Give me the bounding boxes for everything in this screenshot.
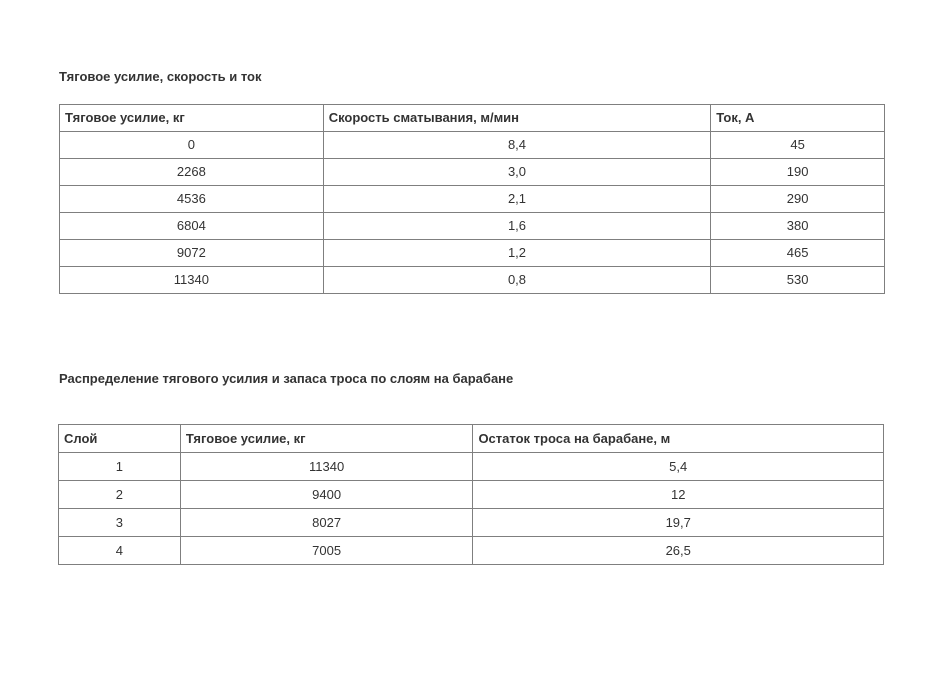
cell-current: 190	[711, 159, 885, 186]
layer-distribution-table	[58, 424, 884, 565]
cell-remaining-cable: 12	[473, 481, 884, 509]
column-header-traction: Тяговое усилие, кг	[60, 105, 324, 132]
cell-speed: 3,0	[323, 159, 711, 186]
cell-layer: 4	[59, 537, 181, 565]
cell-traction: 4536	[60, 186, 324, 213]
table-row	[60, 213, 885, 240]
table-row	[59, 481, 884, 509]
table-header-row	[60, 105, 885, 132]
table-row	[60, 159, 885, 186]
column-header-speed: Скорость сматывания, м/мин	[323, 105, 711, 132]
cell-current: 465	[711, 240, 885, 267]
column-header-traction: Тяговое усилие, кг	[180, 425, 473, 453]
cell-traction: 7005	[180, 537, 473, 565]
cell-current: 45	[711, 132, 885, 159]
cell-speed: 1,6	[323, 213, 711, 240]
cell-current: 290	[711, 186, 885, 213]
cell-remaining-cable: 19,7	[473, 509, 884, 537]
cell-speed: 2,1	[323, 186, 711, 213]
cell-traction: 11340	[60, 267, 324, 294]
cell-current: 530	[711, 267, 885, 294]
cell-remaining-cable: 26,5	[473, 537, 884, 565]
cell-speed: 1,2	[323, 240, 711, 267]
cell-traction: 6804	[60, 213, 324, 240]
table-title-traction-speed-current: Тяговое усилие, скорость и ток	[59, 69, 262, 84]
cell-traction: 11340	[180, 453, 473, 481]
cell-traction: 2268	[60, 159, 324, 186]
table-row	[60, 186, 885, 213]
table-header-row	[59, 425, 884, 453]
cell-traction: 9400	[180, 481, 473, 509]
table-row	[59, 537, 884, 565]
column-header-remaining-cable: Остаток троса на барабане, м	[473, 425, 884, 453]
column-header-layer: Слой	[59, 425, 181, 453]
cell-layer: 3	[59, 509, 181, 537]
cell-traction: 0	[60, 132, 324, 159]
table-row	[60, 240, 885, 267]
cell-traction: 8027	[180, 509, 473, 537]
cell-current: 380	[711, 213, 885, 240]
table-row	[59, 453, 884, 481]
table-row	[59, 509, 884, 537]
table-title-layer-distribution: Распределение тягового усилия и запаса троса по слоям на барабане	[59, 371, 514, 386]
cell-layer: 1	[59, 453, 181, 481]
traction-speed-current-table	[59, 104, 885, 294]
table-row	[60, 267, 885, 294]
table-row	[60, 132, 885, 159]
cell-layer: 2	[59, 481, 181, 509]
cell-remaining-cable: 5,4	[473, 453, 884, 481]
cell-speed: 0,8	[323, 267, 711, 294]
column-header-current: Ток, А	[711, 105, 885, 132]
cell-traction: 9072	[60, 240, 324, 267]
cell-speed: 8,4	[323, 132, 711, 159]
